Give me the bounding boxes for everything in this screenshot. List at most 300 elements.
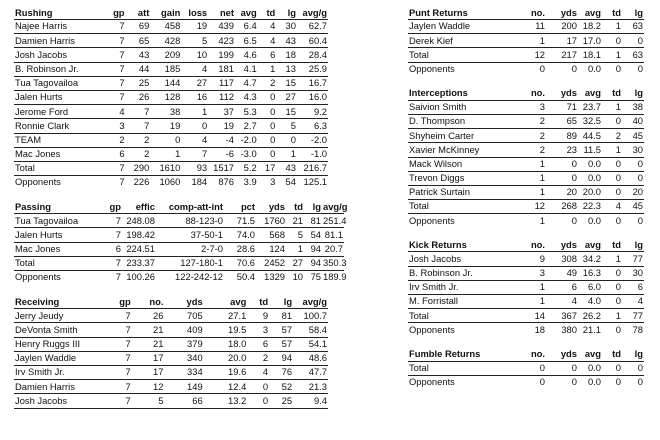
table-row <box>14 34 328 48</box>
column-header: td <box>602 238 622 252</box>
section-title: Interceptions <box>408 87 506 101</box>
stat-cell: -2.0 <box>297 133 328 147</box>
stat-cell: 1 <box>506 295 546 309</box>
stat-cell: 350.3 <box>322 256 344 270</box>
stat-cell: 0 <box>602 361 622 375</box>
column-header: pct <box>224 200 256 214</box>
stat-cell: 21.3 <box>293 380 328 394</box>
column-header: lg <box>276 6 297 20</box>
stat-cell: 47.7 <box>293 365 328 379</box>
stat-cell: 1517 <box>208 161 235 175</box>
stat-cell: 25 <box>126 76 151 90</box>
table-header-row <box>408 238 644 252</box>
stat-cell: 3 <box>247 323 269 337</box>
stat-cell: 7 <box>108 351 132 365</box>
stat-cell: 1 <box>506 280 546 294</box>
stat-cell: 0 <box>637 376 643 388</box>
stat-cell: 65 <box>126 34 151 48</box>
row-label: Irv Smith Jr. <box>14 365 108 379</box>
stat-cell: 12 <box>506 48 546 62</box>
stat-cell: 27 <box>276 90 297 104</box>
stat-cell: 0 <box>602 295 622 309</box>
stat-cell: 58.4 <box>293 323 328 337</box>
stat-cell: 66 <box>164 394 203 408</box>
opponents-row <box>408 375 644 389</box>
row-label: Opponents <box>409 62 455 74</box>
table-row <box>14 90 328 104</box>
table-row <box>408 143 644 157</box>
stat-cell: 2 <box>126 133 151 147</box>
stat-cell: 20 <box>546 185 578 199</box>
column-header: gain <box>150 6 181 20</box>
stat-cell: 184 <box>191 176 208 188</box>
stat-cell: 367 <box>546 309 578 323</box>
stat-cell: 19 <box>181 20 208 34</box>
stat-cell: 0 <box>546 171 578 185</box>
column-header: gp <box>108 295 132 309</box>
stat-cell: 0 <box>637 214 643 226</box>
stat-cell: 69 <box>126 20 151 34</box>
stat-cell: 57 <box>269 323 293 337</box>
stat-cell: 45 <box>622 200 644 214</box>
stat-cell: 217 <box>546 48 578 62</box>
stat-cell: 3.9 <box>243 176 257 188</box>
column-header: loss <box>181 6 208 20</box>
table-row <box>14 242 344 256</box>
stat-cell: 0 <box>539 376 545 388</box>
stat-cell: 57 <box>269 337 293 351</box>
stat-cell: 9.2 <box>297 105 328 119</box>
row-label: Jerry Jeudy <box>14 309 108 323</box>
stat-cell: 0 <box>602 34 622 48</box>
table-header-row <box>14 295 328 309</box>
interceptions-table <box>408 87 644 228</box>
row-label: Ronnie Clark <box>14 119 103 133</box>
stat-cell: 71 <box>546 100 578 114</box>
right-column <box>408 6 644 400</box>
stat-cell: 26 <box>132 309 165 323</box>
table-row <box>14 323 328 337</box>
stat-cell: 54.1 <box>293 337 328 351</box>
stat-cell: 49 <box>546 266 578 280</box>
stat-cell: 125.1 <box>303 176 327 188</box>
column-header: gp <box>100 200 122 214</box>
stat-cell: 0 <box>602 266 622 280</box>
stat-cell: 0.0 <box>578 157 602 171</box>
stat-cell: 2 <box>126 147 151 161</box>
column-header: gp <box>103 6 126 20</box>
stat-cell: 4.7 <box>235 76 258 90</box>
row-label: Trevon Diggs <box>408 171 506 185</box>
stat-cell: 94 <box>304 242 322 256</box>
table-row <box>408 157 644 171</box>
row-label: Mack Wilson <box>408 157 506 171</box>
stat-cell: 876 <box>218 176 234 188</box>
stat-cell: 11 <box>506 20 546 34</box>
stat-cell: 7 <box>103 76 126 90</box>
column-header: lg <box>622 6 644 20</box>
stat-cell: 0 <box>506 361 546 375</box>
stat-cell: 112 <box>208 90 235 104</box>
stat-cell: 4 <box>622 295 644 309</box>
table-row <box>408 295 644 309</box>
stat-cell: 4 <box>181 133 208 147</box>
table-header-row <box>408 348 644 362</box>
stat-cell: 0 <box>258 147 277 161</box>
stat-cell: 7 <box>103 161 126 175</box>
passing-table <box>14 200 348 284</box>
stat-cell: 43 <box>276 161 297 175</box>
total-row <box>408 309 644 323</box>
stat-cell: 568 <box>256 228 286 242</box>
stat-cell: 0.0 <box>587 214 601 226</box>
stat-cell: 7 <box>108 380 132 394</box>
stat-cell: 54 <box>285 176 296 188</box>
stat-cell: 45 <box>622 129 644 143</box>
stat-cell: 7 <box>119 176 125 188</box>
section-title: Rushing <box>14 6 103 20</box>
stat-cell: 122-242-12 <box>175 271 223 283</box>
stat-cell: 1 <box>602 48 622 62</box>
stat-cell: 6 <box>546 280 578 294</box>
stat-cell: 38 <box>150 105 181 119</box>
stat-cell: 409 <box>164 323 203 337</box>
table-row <box>408 266 644 280</box>
row-label: Najee Harris <box>14 20 103 34</box>
stat-cell: 0 <box>602 171 622 185</box>
stat-cell: 7 <box>181 147 208 161</box>
stat-cell: 0 <box>276 133 297 147</box>
stat-cell: 290 <box>126 161 151 175</box>
stat-cell: 2 <box>506 129 546 143</box>
rushing-table <box>14 6 328 189</box>
stat-cell: 14 <box>506 309 546 323</box>
stat-cell: 18.2 <box>578 20 602 34</box>
stat-cell: 28.4 <box>297 48 328 62</box>
column-header: yds <box>256 200 286 214</box>
stat-cell: 127-180-1 <box>156 256 224 270</box>
stat-cell: 0 <box>546 157 578 171</box>
stat-cell: 181 <box>208 62 235 76</box>
row-label: Xavier McKinney <box>408 143 506 157</box>
stat-cell: 124 <box>256 242 286 256</box>
stat-cell: 198.42 <box>122 228 156 242</box>
stat-cell: 334 <box>164 365 203 379</box>
stat-cell: 7 <box>108 309 132 323</box>
column-header: avg <box>578 238 602 252</box>
stat-cell: 423 <box>208 34 235 48</box>
column-header: lg <box>622 348 644 362</box>
stat-cell: 34.2 <box>578 252 602 266</box>
stat-cell: 7 <box>108 323 132 337</box>
stat-cell: 21 <box>132 337 165 351</box>
table-row <box>14 351 328 365</box>
stat-cell: -6 <box>208 147 235 161</box>
stat-cell: 5 <box>286 228 304 242</box>
stat-cell: 1610 <box>150 161 181 175</box>
opponents-row <box>408 62 644 76</box>
stat-cell: 340 <box>164 351 203 365</box>
stat-cell: 7 <box>100 228 122 242</box>
row-label: Opponents <box>409 214 455 226</box>
stat-cell: 233.37 <box>122 256 156 270</box>
stat-cell: 7 <box>126 105 151 119</box>
stat-cell: 2 <box>506 114 546 128</box>
stat-cell: 1 <box>506 171 546 185</box>
row-label: Opponents <box>409 323 455 335</box>
stat-cell: 21.1 <box>582 323 601 335</box>
row-label: Jaylen Waddle <box>408 20 506 34</box>
left-column <box>14 6 348 420</box>
row-label: Jalen Hurts <box>14 90 103 104</box>
stat-cell: 17 <box>132 365 165 379</box>
stat-cell: 18 <box>276 48 297 62</box>
stat-cell: 30 <box>276 20 297 34</box>
row-label: TEAM <box>14 133 103 147</box>
stat-cell: 18.0 <box>204 337 248 351</box>
stat-cell: 30 <box>622 266 644 280</box>
stat-cell: 4 <box>258 34 277 48</box>
column-header: yds <box>546 348 578 362</box>
stat-cell: 44 <box>126 62 151 76</box>
stat-cell: 2 <box>258 76 277 90</box>
stat-cell: 1 <box>602 20 622 34</box>
stat-cell: 93 <box>181 161 208 175</box>
stat-cell: 10 <box>292 271 303 283</box>
stat-cell: 1 <box>602 252 622 266</box>
row-label: Josh Jacobs <box>14 394 108 408</box>
column-header: avg <box>204 295 248 309</box>
stat-cell: 439 <box>208 20 235 34</box>
stat-cell: 0 <box>637 62 643 74</box>
table-row <box>408 20 644 34</box>
stat-cell: 19.5 <box>204 323 248 337</box>
stat-cell: 7 <box>103 20 126 34</box>
column-header: lg <box>622 238 644 252</box>
column-header: avg <box>578 348 602 362</box>
column-header: att <box>126 6 151 20</box>
opponents-row <box>408 214 644 228</box>
stat-cell: 4 <box>602 200 622 214</box>
stat-cell: 248.08 <box>122 214 156 228</box>
column-header: no. <box>506 238 546 252</box>
row-label: B. Robinson Jr. <box>408 266 506 280</box>
row-label: Irv Smith Jr. <box>408 280 506 294</box>
stat-cell: 1060 <box>159 176 181 188</box>
stat-cell: 0 <box>247 380 269 394</box>
stat-cell: 77 <box>622 252 644 266</box>
column-header: td <box>602 6 622 20</box>
stat-cell: 100.7 <box>293 309 328 323</box>
table-row <box>14 48 328 62</box>
row-label: Jaylen Waddle <box>14 351 108 365</box>
stat-cell: 70.6 <box>224 256 256 270</box>
stat-cell: 0 <box>622 34 644 48</box>
stat-cell: 0 <box>181 119 208 133</box>
column-header: yds <box>164 295 203 309</box>
stat-cell: 26 <box>126 90 151 104</box>
stat-cell: 7 <box>103 48 126 62</box>
table-row <box>408 100 644 114</box>
table-row <box>14 105 328 119</box>
column-header: lg <box>269 295 293 309</box>
row-label: Mac Jones <box>14 242 100 256</box>
stat-cell: 37 <box>208 105 235 119</box>
stat-cell: 0 <box>602 114 622 128</box>
stat-cell: 19 <box>150 119 181 133</box>
total-row <box>408 361 644 375</box>
column-header: lg <box>304 200 322 214</box>
stat-cell: 0 <box>546 361 578 375</box>
total-row <box>14 161 328 175</box>
stat-cell: 89 <box>546 129 578 143</box>
stat-cell: 128 <box>150 90 181 104</box>
stat-cell: 1 <box>602 143 622 157</box>
row-label: Damien Harris <box>14 380 108 394</box>
stat-cell: 7 <box>103 34 126 48</box>
stat-cell: 27.1 <box>204 309 248 323</box>
stat-cell: 21 <box>286 214 304 228</box>
stat-cell: 16.0 <box>297 90 328 104</box>
stat-cell: 4 <box>103 105 126 119</box>
stat-cell: 4 <box>546 295 578 309</box>
table-row <box>14 394 328 408</box>
stat-cell: 6.3 <box>297 119 328 133</box>
stat-cell: 149 <box>164 380 203 394</box>
stat-cell: 0.0 <box>587 376 601 388</box>
stat-cell: 2-7-0 <box>156 242 224 256</box>
stat-cell: 1 <box>276 147 297 161</box>
stat-cell: 117 <box>208 76 235 90</box>
stat-cell: 3 <box>103 119 126 133</box>
section-title: Punt Returns <box>408 6 506 20</box>
stat-cell: 16 <box>181 90 208 104</box>
stat-cell: 26.2 <box>578 309 602 323</box>
stat-cell: 0 <box>258 133 277 147</box>
opponents-row <box>14 176 328 190</box>
stat-cell: 7 <box>103 90 126 104</box>
stat-cell: 7 <box>100 214 122 228</box>
stat-cell: 7 <box>100 256 122 270</box>
stat-cell: 0 <box>258 119 277 133</box>
table-row <box>14 214 344 228</box>
opponents-row <box>14 271 344 285</box>
column-header: no. <box>506 348 546 362</box>
stat-cell: 4.6 <box>235 48 258 62</box>
stat-cell: 1 <box>150 147 181 161</box>
stat-cell: 17 <box>546 34 578 48</box>
row-label: Total <box>408 48 506 62</box>
row-label: Opponents <box>15 176 61 188</box>
stat-cell: 20.0 <box>204 351 248 365</box>
stat-cell: 7 <box>108 337 132 351</box>
stat-cell: 63 <box>622 20 644 34</box>
column-header: yds <box>546 6 578 20</box>
stat-cell: 6 <box>247 337 269 351</box>
stat-cell: 43 <box>276 34 297 48</box>
stat-cell: 0 <box>539 62 545 74</box>
stat-cell: 4.1 <box>235 62 258 76</box>
row-label: Henry Ruggs III <box>14 337 108 351</box>
stat-cell: 0 <box>602 280 622 294</box>
stat-cell: 78 <box>632 323 643 335</box>
stat-cell: 12.4 <box>204 380 248 394</box>
stat-cell: 74.0 <box>224 228 256 242</box>
row-label: Derek Kief <box>408 34 506 48</box>
row-label: Saivion Smith <box>408 100 506 114</box>
stat-cell: 30 <box>622 143 644 157</box>
stat-cell: 21 <box>132 323 165 337</box>
section-title: Passing <box>14 200 100 214</box>
stat-cell: 48.6 <box>293 351 328 365</box>
column-header: yds <box>546 238 578 252</box>
stat-cell: 19 <box>208 119 235 133</box>
stat-cell: 17 <box>258 161 277 175</box>
stat-cell: 428 <box>150 34 181 48</box>
row-label: Total <box>408 309 506 323</box>
stat-cell: 0 <box>622 171 644 185</box>
column-header: effic <box>122 200 156 214</box>
column-header: no. <box>132 295 165 309</box>
column-header: comp-att-int <box>156 200 224 214</box>
stat-cell: 5 <box>132 394 165 408</box>
stat-cell: 379 <box>164 337 203 351</box>
stat-cell: 1 <box>506 185 546 199</box>
column-header: avg/g <box>323 200 348 212</box>
table-header-row <box>408 6 644 20</box>
stat-cell: 20.7 <box>322 242 344 256</box>
stat-cell: 0.0 <box>578 361 602 375</box>
stat-cell: 76 <box>269 365 293 379</box>
stat-cell: 0 <box>615 214 621 226</box>
stat-cell: 28.6 <box>224 242 256 256</box>
total-row <box>14 256 344 270</box>
row-label: Josh Jacobs <box>408 252 506 266</box>
stat-cell: 0.0 <box>578 171 602 185</box>
stat-cell: 1 <box>181 105 208 119</box>
stat-cell: 199 <box>208 48 235 62</box>
row-label: Total <box>14 161 103 175</box>
stat-cell: -1.0 <box>297 147 328 161</box>
stat-cell: 75 <box>310 271 321 283</box>
total-row <box>408 48 644 62</box>
stat-cell: 1760 <box>256 214 286 228</box>
stat-cell: 0 <box>622 157 644 171</box>
stat-cell: 17.0 <box>578 34 602 48</box>
stat-cell: 185 <box>150 62 181 76</box>
column-header: avg <box>578 6 602 20</box>
table-row <box>14 20 328 34</box>
stat-cell: 0 <box>602 157 622 171</box>
stat-cell: 81.1 <box>322 228 344 242</box>
stat-cell: 7 <box>108 365 132 379</box>
stat-cell: 81 <box>269 309 293 323</box>
stat-cell: 38 <box>622 100 644 114</box>
row-label: M. Forristall <box>408 295 506 309</box>
stat-cell: 100.26 <box>126 271 155 283</box>
opponents-row <box>408 323 644 337</box>
stat-cell: 458 <box>150 20 181 34</box>
column-header: td <box>258 6 277 20</box>
stat-cell: -3.0 <box>235 147 258 161</box>
stat-cell: 6 <box>258 48 277 62</box>
stat-cell: 2452 <box>256 256 286 270</box>
table-row <box>14 337 328 351</box>
row-label: Total <box>408 361 506 375</box>
stat-cell: 23.7 <box>578 100 602 114</box>
stat-cell: 1 <box>258 62 277 76</box>
stat-cell: 7 <box>108 394 132 408</box>
